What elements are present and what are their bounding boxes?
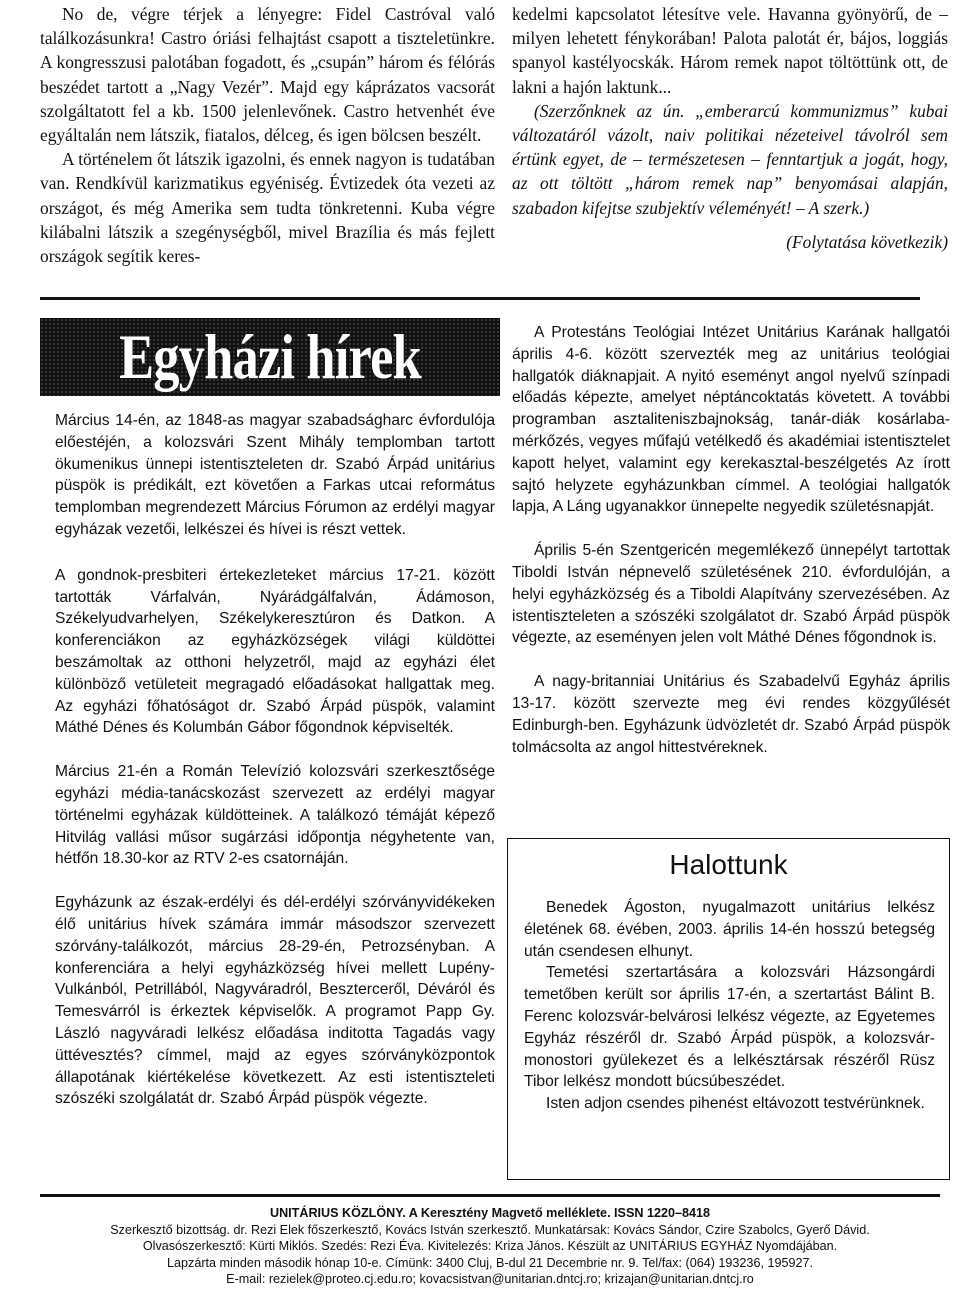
- obituary-paragraph: Temetési szertartására a kolozsvári Házsongárdi temetőben került sor április 17-én, a szertartást Bálint B. Ferenc kolozsvár-belvárosi lelkész végezte, az Egyetemes Egyház részéről dr. Szabó Árpád püspök, a kolozsvár-monostori gyülekezet és a lelkésztársak részéről Rüsz Tibor lelkész mondott búcsúbeszédet.: [524, 964, 935, 1091]
- article-paragraph: kedelmi kapcsolatot létesítve vele. Havanna gyönyörű, de – milyen lehetett fénykorában! Palota palotát ér, bájos, loggiás spanyol kastélyocskák. Három remek napot töltöttünk ott, de lakni a hajón laktunk...: [512, 4, 948, 97]
- section-divider: [40, 297, 920, 300]
- article-paragraph: No de, végre térjek a lényegre: Fidel Castróval való találkozásunkra! Castro óriási felhajtást csapott a tiszteletünkre. A kongresszusi palotában fogadott, és „csupán” három és félórás beszédet tartott a „Nagy Vezér”. Majd egy káprázatos vacsorát szolgáltatott fel a kb. 1500 jelenlevőnek. Castro hetvenhét éve egyáltalán nem látszik, fiatalos, délceg, és igen bölcsen beszélt.: [40, 4, 495, 146]
- news-item: Április 5-én Szentgericén megemlékező ünnepélyt tartottak Tiboldi István népnevelő születésének 210. évfordulóján, a helyi egyházközség és a Tiboldi Alapítvány szervezésében. Az istentiszteleten a szószéki szolgálatot dr. Szabó Árpád püspök végezte, az eseményen jelen volt Máthé Dénes főgondnok is.: [512, 542, 950, 647]
- article-paragraph: A történelem őt látszik igazolni, és ennek nagyon is tudatában van. Rendkívül karizmatikus egyéniség. Évtizedek óta vezeti az országot, és még Amerika sem tudta tönkretenni. Kuba végre kilábalni látszik a szegénységből, mivel Brazília és más fejlett országok segítik keres-: [40, 149, 495, 267]
- news-item: A Protestáns Teológiai Intézet Unitárius Karának hallgatói április 4-6. között szervezték meg az unitárius teológiai hallgatók diáknapjait. A nyitó eseményt angol nyelvű színpadi előadás képezte, amelyet néptáncoktatás követett. A további programban asztaliteniszbajnokság, tanár-diák kosárlaba-mérkőzés, vegyes műfajú vetélkedő és akadémiai istentisztelet kapott helyet, valamint egy kerekasztal-beszélgetés Az írott sajtó helyzete egyházunkban címmel. A teológiai hallgatók lapja, A Láng ugyanakkor ünnepelte negyedik születésnapját.: [512, 324, 950, 516]
- impressum-production: Olvasószerkesztő: Kürti Miklós. Szedés: Rezi Éva. Kivitelezés: Kriza János. Készült az UNITÁRIUS EGYHÁZ Nyomdájában.: [142, 1239, 838, 1254]
- news-item: A gondnok-presbiteri értekezleteket március 17-21. között tartották Várfalván, Nyárádgálfalván, Ádámoson, Székelyudvarhelyen, Székelykeresztúron és Datkon. A konferenciákon az egyházközségek világi küldöttei beszámoltak az otthoni helyzetről, majd az egyházi élet különböző vetületeit megragadó előadásokat hallgattak meg. Az egyházi főhatóságot dr. Szabó Árpád püspök, valamint Máthé Dénes és Kolumbán Gábor főgondnok képviselték.: [55, 566, 495, 737]
- section-banner: [40, 318, 500, 396]
- news-item: A nagy-britanniai Unitárius és Szabadelvű Egyház április 13-17. között szervezte meg évi rendes közgyűlését Edinburgh-ben. Egyházunk üdvözletét dr. Szabó Árpád püspök tolmácsolta az angol hittestvéreknek.: [512, 673, 950, 756]
- article-continuation-left: [40, 2, 495, 268]
- obituary-box: [507, 838, 950, 1180]
- obituary-body: [508, 897, 949, 1115]
- obituary-paragraph: Isten adjon csendes pihenést eltávozott testvérünknek.: [546, 1095, 925, 1113]
- obituary-title: Halottunk: [669, 849, 788, 880]
- impressum: [40, 1194, 940, 1315]
- obituary-paragraph: Benedek Ágoston, nyugalmazott unitárius lelkész életének 68. évében, 2003. április 14-én hosszú betegség után csendesen elhunyt.: [524, 899, 935, 960]
- news-item: Március 14-én, az 1848-as magyar szabadságharc évfordulója előestéjén, a kolozsvári Szent Mihály templomban tartott ökumenikus ünnepi istentiszteleten dr. Szabó Árpád unitárius püspök is prédikált, ezt követően a Farkas utcai református templomban megrendezett Március Fórumon az erdélyi magyar egyházak vezetői, lelkészei és hívei is részt vettek.: [55, 412, 495, 538]
- article-continuation-right: [512, 2, 948, 254]
- impressum-editors: Szerkesztő bizottság. dr. Rezi Elek főszerkesztő, Kovács István szerkesztő. Munkatársak: Kovács Sándor, Czire Szabolcs, Gyerő Dávid.: [110, 1222, 870, 1237]
- news-column-right: [512, 322, 950, 758]
- news-item: Egyházunk az észak-erdélyi és dél-erdélyi szórványvidékeken élő unitárius hívek számára immár másodszor szervezett szórvány-találkozót, március 28-29-én, Petrozsényban. A konferenciára a helyi egyházközség hívei mellett Lupény-Vulkánból, Petrillából, Nagyváradról, Beszterceről, Déváról és Temesvárról is érkeztek képviselők. A programot Papp Gy. László nagyváradi lelkész előadása inditotta Tagadás vagy üttévesztés? címmel, majd az egyes szórványközpontok állapotának kiértékelése következett. Az esti istentiszteleti szószéki szolgálatát dr. Szabó Árpád püspök végezte.: [55, 894, 495, 1108]
- impressum-email: E-mail: rezielek@proteo.cj.edu.ro; kovacsistvan@unitarian.dntcj.ro; krizajan@unitarian.dntcj.ro: [226, 1272, 754, 1287]
- impressum-address: Lapzárta minden második hónap 10-e. Címünk: 3400 Cluj, B-dul 21 Decembrie nr. 9. Tel/fax: (064) 193236, 195927.: [167, 1255, 813, 1270]
- news-item: Március 21-én a Román Televízió kolozsvári szerkesztősége egyházi média-tanácskozást szervezett az erdélyi magyar történelmi egyházak küldötteinek. A találkozó témáját képező Hitvilág vallási műsor sugárzási időpontja négyhetente van, hétfőn 18.30-kor az RTV 2-es csatornáján.: [55, 763, 495, 868]
- continued-note: (Folytatása következik): [786, 231, 948, 252]
- section-title: Egyházi hírek: [119, 321, 421, 392]
- news-column-left: [55, 410, 495, 1110]
- editor-note: (Szerzőnknek az ún. „emberarcú kommunizmus” kubai változatáról vázolt, naiv politikai nézeteivel távolról sem értünk egyet, de – természetesen – fenntartjuk a jogát, hogy, az ott töltött „három remek nap” benyomásai alapján, szabadon kifejtse szubjektív véleményét! – A szerk.): [512, 100, 948, 218]
- impressum-title: UNITÁRIUS KÖZLÖNY. A Keresztény Magvető melléklete. ISSN 1220–8418: [269, 1206, 710, 1220]
